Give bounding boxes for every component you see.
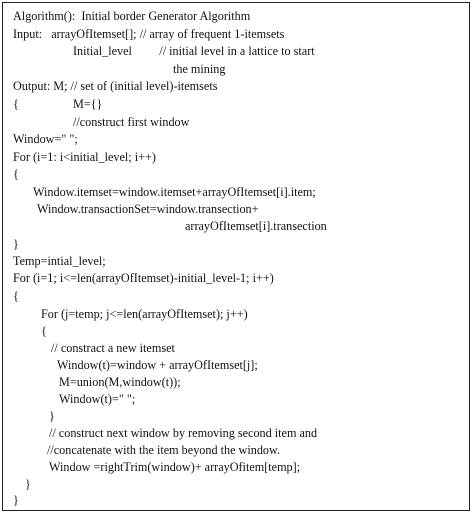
code-line: M=union(M,window(t));	[59, 375, 181, 389]
code-line: }	[25, 477, 31, 491]
code-line: For (i=1: i<initial_level; i++)	[13, 150, 156, 164]
code-line: {	[13, 289, 19, 303]
code-line: Input: arrayOfItemset[]; // array of frequent 1-itemsets	[13, 27, 285, 41]
code-line: arrayOfItemset[i].transection	[185, 219, 327, 233]
code-line: {	[41, 324, 47, 338]
code-line: the mining	[173, 62, 226, 76]
code-line: //concatenate with the item beyond the window.	[47, 443, 281, 457]
code-line: Window.transactionSet=window.transection+	[37, 202, 259, 216]
code-line: M={}	[73, 97, 103, 111]
code-line: {	[13, 97, 19, 111]
code-line: Output: M; // set of (initial level)-itemsets	[13, 79, 218, 93]
code-line: Window(t)=" ";	[59, 392, 136, 406]
code-line: }	[13, 237, 19, 251]
code-line: Window=" ";	[13, 132, 78, 146]
code-line: // constract a new itemset	[51, 341, 175, 355]
code-line: // construct next window by removing second item and	[49, 426, 318, 440]
code-line: Window =rightTrim(window)+ arrayOfitem[temp];	[49, 460, 301, 474]
code-line: Temp=intial_level;	[13, 254, 106, 268]
code-line: }	[49, 409, 55, 423]
algorithm-box	[2, 2, 470, 511]
code-line: {	[13, 167, 19, 181]
algorithm-title: Algorithm(): Initial border Generator Algorithm	[13, 9, 251, 23]
code-line: Initial_level // initial level in a lattice to start	[73, 44, 315, 58]
code-line: For (j=temp; j<=len(arrayOfItemset); j++)	[41, 307, 248, 321]
code-line: }	[13, 493, 19, 507]
code-line: Window.itemset=window.itemset+arrayOfItemset[i].item;	[33, 185, 316, 199]
code-line: //construct first window	[73, 115, 190, 129]
code-line: For (i=1; i<=len(arrayOfItemset)-initial_level-1; i++)	[13, 271, 274, 285]
code-line: Window(t)=window + arrayOfItemset[j];	[57, 358, 258, 372]
